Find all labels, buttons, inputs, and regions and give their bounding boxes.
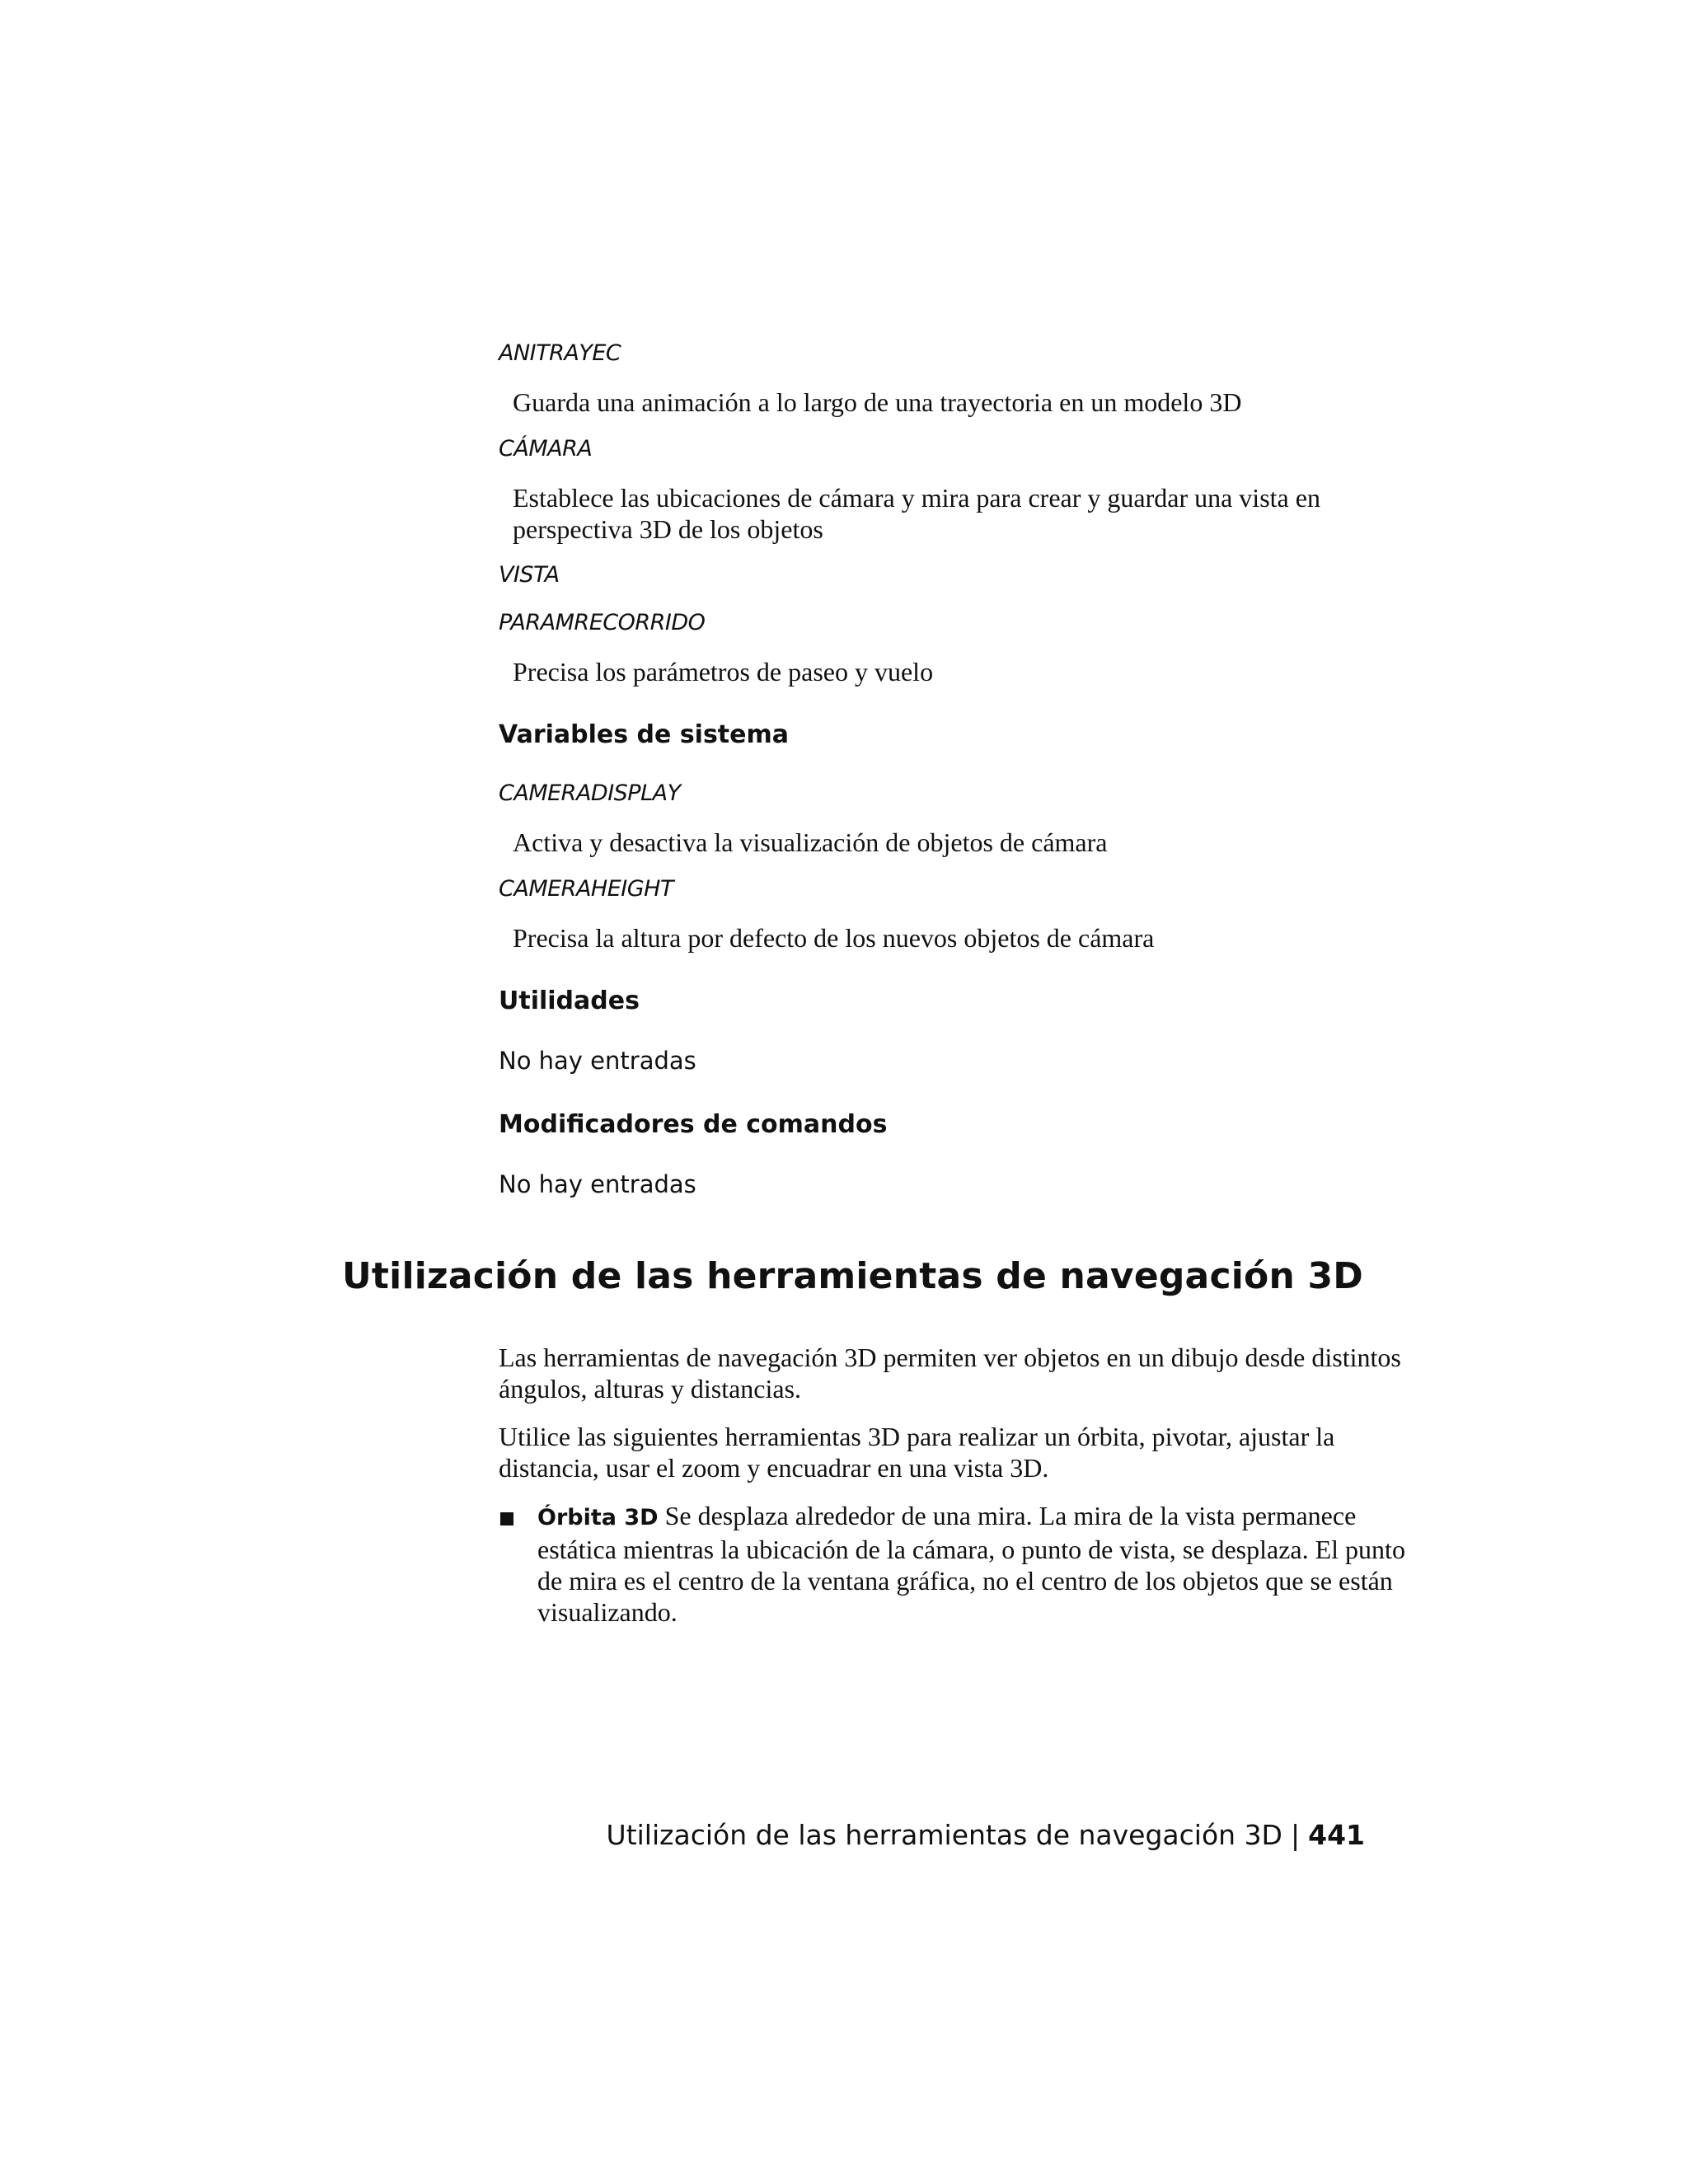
- section-title: Utilización de las herramientas de navegación 3D: [342, 1255, 1364, 1297]
- command-vista: VISTA: [499, 562, 560, 588]
- command-paramrecorrido-description: Precisa los parámetros de paseo y vuelo: [513, 657, 934, 687]
- command-modifiers-heading: Modificadores de comandos: [499, 1110, 888, 1139]
- section-paragraph-1: Las herramientas de navegación 3D permiten ver objetos en un dibujo desde distintos ángulos, alturas y distancias.: [499, 1343, 1401, 1404]
- command-camara-description: Establece las ubicaciones de cámara y mira para crear y guardar una vista en perspectiva 3D de los objetos: [513, 483, 1320, 544]
- command-anitrayec-description: Guarda una animación a lo largo de una trayectoria en un modelo 3D: [513, 387, 1242, 417]
- sysvar-cameraheight-description: Precisa la altura por defecto de los nuevos objetos de cámara: [513, 923, 1155, 953]
- system-variables-heading: Variables de sistema: [499, 720, 790, 749]
- sysvar-cameradisplay-description: Activa y desactiva la visualización de objetos de cámara: [513, 827, 1108, 857]
- running-title: Utilización de las herramientas de navegación 3D: [606, 1819, 1282, 1851]
- utilities-text: No hay entradas: [499, 1047, 696, 1075]
- bullet-body: Se desplaza alrededor de una mira. La mira de la vista permanece estática mientras la ubicación de la cámara, o punto de vista, se desplaza. El punto de mira es el centro de la ventana gráfica, no el centro de los objetos que se están visualizando.: [537, 1501, 1405, 1627]
- command-modifiers-text: No hay entradas: [499, 1170, 696, 1198]
- bullet-term: Órbita 3D: [537, 1505, 659, 1530]
- footer-separator: |: [1290, 1819, 1301, 1851]
- page-number: 441: [1308, 1819, 1365, 1851]
- section-paragraph-2: Utilice las siguientes herramientas 3D para realizar un órbita, pivotar, ajustar la distancia, usar el zoom y encuadrar en una vista 3D.: [499, 1422, 1335, 1483]
- sysvar-cameradisplay: CAMERADISPLAY: [499, 780, 681, 806]
- bullet-item-orbita-3d: [537, 1500, 1415, 1628]
- command-camara: CÁMARA: [499, 436, 593, 462]
- sysvar-cameraheight: CAMERAHEIGHT: [499, 876, 673, 902]
- page-footer: [607, 1819, 1365, 1851]
- command-paramrecorrido: PARAMRECORRIDO: [499, 610, 706, 635]
- command-anitrayec: ANITRAYEC: [499, 340, 621, 366]
- bullet-square-icon: [500, 1512, 513, 1526]
- utilities-heading: Utilidades: [499, 987, 640, 1015]
